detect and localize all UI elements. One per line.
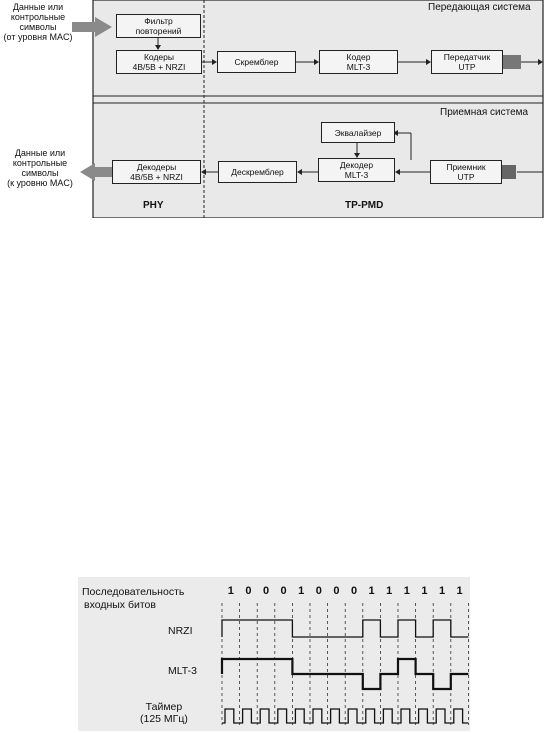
input-bit: 1 <box>421 585 428 597</box>
input-bit: 0 <box>333 585 340 597</box>
input-bit: 0 <box>280 585 287 597</box>
decoders-block <box>112 160 201 184</box>
input-label-line: (от уровня MAC) <box>3 32 73 42</box>
input-bit: 0 <box>245 585 252 597</box>
tx-connector <box>503 55 521 69</box>
receive-system-title: Приемная система <box>440 107 529 118</box>
input-bit: 1 <box>368 585 375 597</box>
transmitter-block <box>431 50 503 74</box>
input-bit: 1 <box>227 585 234 597</box>
output-data-label <box>2 148 78 188</box>
encoders-block <box>116 50 202 74</box>
block-label-line: Дескремблер <box>231 167 284 177</box>
nrzi-label: NRZI <box>168 625 193 637</box>
clock-label-line: Таймер <box>145 701 183 713</box>
sequence-label-line: Последовательность <box>82 586 185 598</box>
sequence-label-line: входных битов <box>84 599 156 611</box>
top-figure <box>0 0 548 218</box>
input-bit: 1 <box>438 585 446 597</box>
input-label-line: символы <box>19 22 57 32</box>
block-label-line: Декодер <box>339 160 374 170</box>
block-label-line: 4B/5B + NRZI <box>132 62 186 72</box>
block-label-line: Приемник <box>446 162 486 172</box>
input-label-line: контрольные <box>10 12 66 22</box>
block-label-line: MLT-3 <box>346 62 371 72</box>
block-label-line: Передатчик <box>443 52 491 62</box>
block-label-line: Эквалайзер <box>334 127 382 138</box>
mlt3-decoder-block <box>318 158 395 182</box>
block-label-line: Кодер <box>346 52 371 62</box>
receiver-block <box>430 160 502 184</box>
output-label-line: контрольные <box>12 158 68 168</box>
block-label-line: MLT-3 <box>344 170 369 180</box>
input-data-label <box>2 2 74 42</box>
segment-tp-pmd-label: TP-PMD <box>345 200 384 211</box>
repeat-filter-block <box>116 14 201 38</box>
input-bit: 1 <box>386 585 393 597</box>
input-bit: 1 <box>456 585 463 597</box>
input-bit: 0 <box>315 585 322 597</box>
input-bit: 0 <box>262 585 270 597</box>
mlt3-label: MLT-3 <box>168 665 197 677</box>
output-label-line: (к уровню MAC) <box>7 178 73 188</box>
block-label-line: Скремблер <box>234 57 279 67</box>
input-bit: 1 <box>403 585 410 597</box>
rx-connector <box>502 165 516 179</box>
descrambler-block <box>218 161 297 183</box>
block-label-line: Фильтр <box>144 16 173 26</box>
output-label-line: Данные или <box>14 148 66 158</box>
clock-label <box>140 701 188 725</box>
input-bit: 1 <box>298 585 305 597</box>
block-label-line: Кодеры <box>143 52 174 62</box>
mlt3-encoder-block <box>319 50 398 74</box>
block-label-line: UTP <box>458 62 476 72</box>
block-label-line: повторений <box>135 26 182 36</box>
clock-label-line: (125 МГц) <box>140 713 188 725</box>
bottom-figure <box>0 575 548 733</box>
block-label-line: 4B/5B + NRZI <box>130 172 183 182</box>
input-bit: 0 <box>350 585 358 597</box>
block-label-line: Декодеры <box>136 162 177 172</box>
scrambler-block <box>217 51 296 73</box>
block-label-line: UTP <box>457 172 475 182</box>
segment-phy-label: PHY <box>143 200 164 211</box>
transmit-system-title: Передающая система <box>428 2 531 13</box>
sequence-label <box>82 586 184 612</box>
input-label-line: Данные или <box>12 2 64 12</box>
equalizer-block <box>321 122 395 143</box>
output-label-line: символы <box>21 168 59 178</box>
